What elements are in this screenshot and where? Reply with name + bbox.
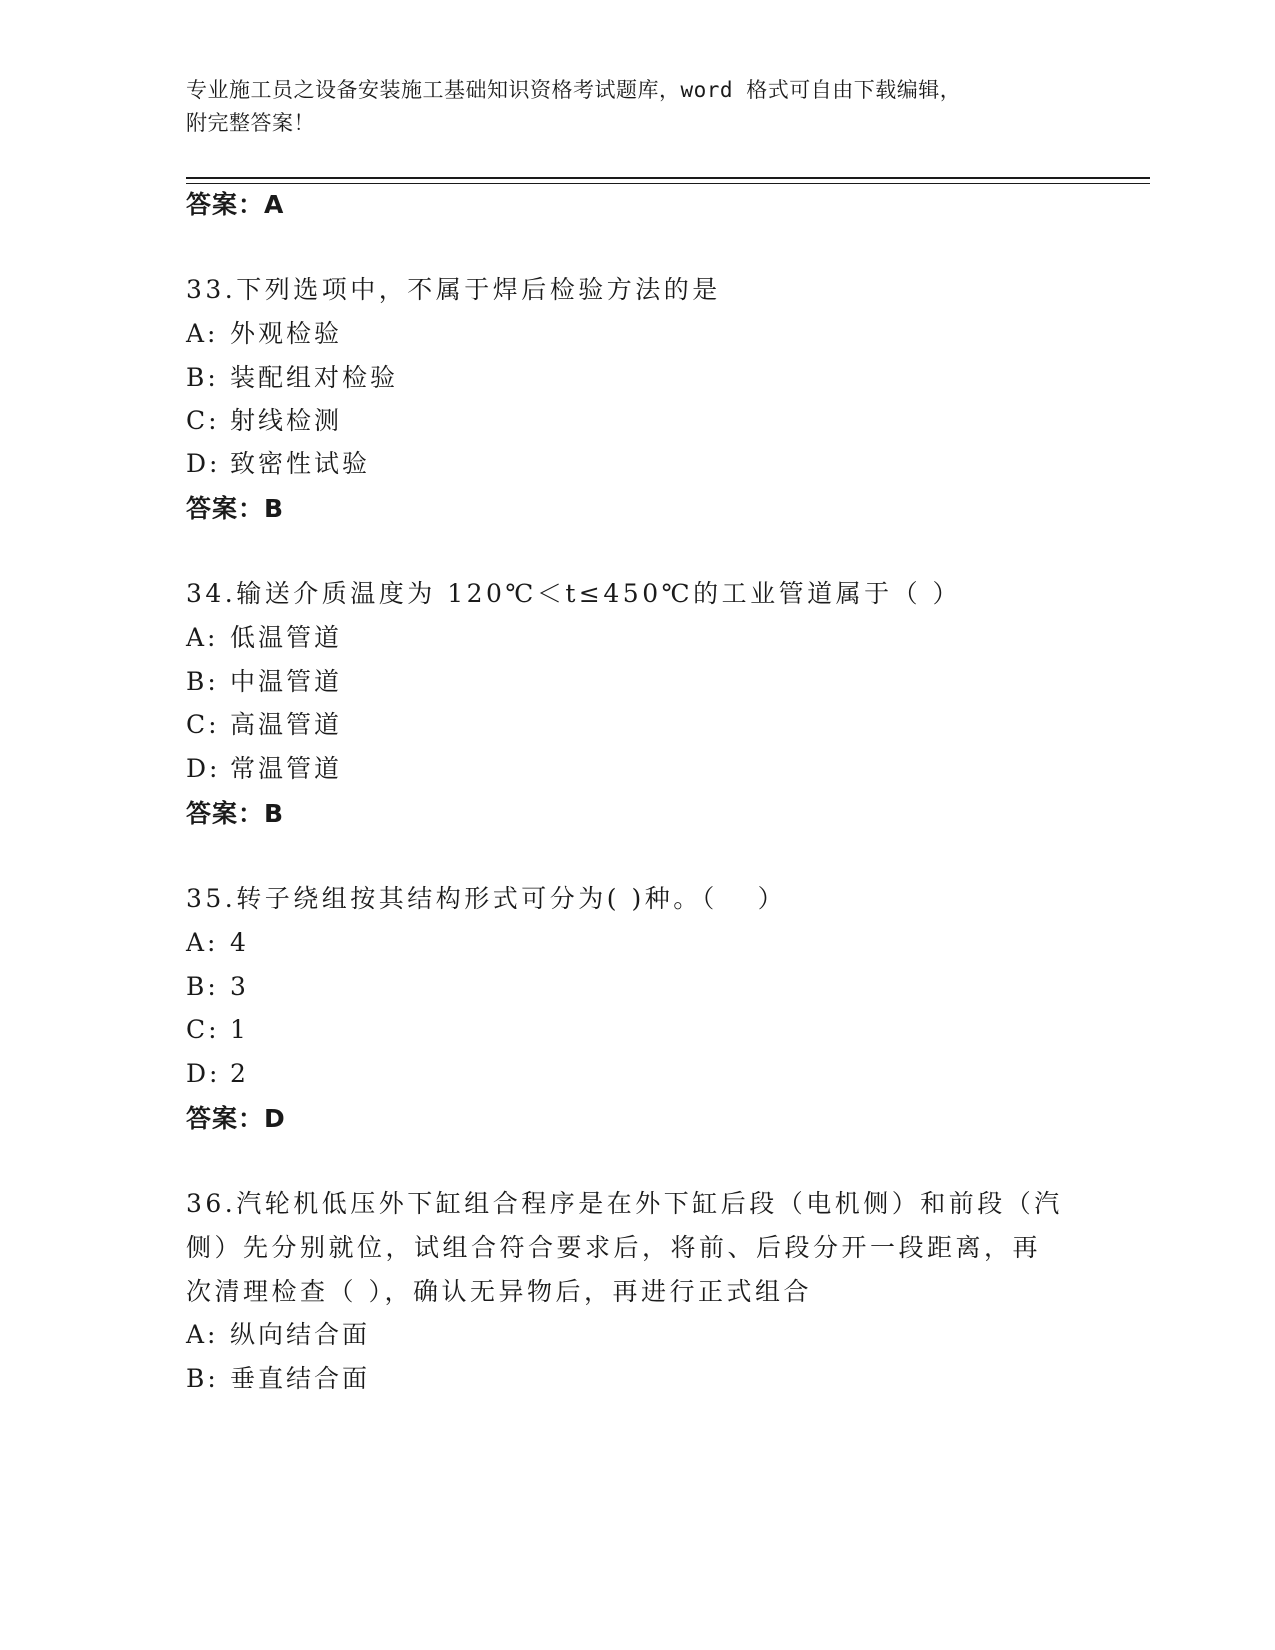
question-33-option-a xyxy=(186,319,342,349)
question-33-option-d xyxy=(186,449,370,479)
option-text: 低温管道 xyxy=(230,623,343,652)
question-33-stem: 33.下列选项中，不属于焊后检验方法的是 xyxy=(186,275,721,304)
question-35-option-b xyxy=(186,972,249,1002)
question-36-option-a xyxy=(186,1320,370,1350)
question-36-option-b xyxy=(186,1364,370,1394)
header-divider-thin xyxy=(186,183,1150,184)
question-36-stem-line-2: 侧）先分别就位，试组合符合要求后，将前、后段分开一段距离，再 xyxy=(186,1233,1042,1262)
question-36-stem-line-3: 次清理检查（ ），确认无异物后，再进行正式组合 xyxy=(186,1277,812,1306)
question-34-option-c xyxy=(186,710,342,740)
option-label: D: xyxy=(186,449,221,478)
question-33-answer: 答案：B xyxy=(186,494,285,523)
answer-previous: 答案：A xyxy=(186,190,285,219)
document-header xyxy=(186,74,1066,140)
option-label: B: xyxy=(186,972,219,1001)
option-label: C: xyxy=(186,710,220,739)
header-line-2: 附完整答案！ xyxy=(186,111,315,135)
option-text: 射线检测 xyxy=(230,406,343,435)
option-text: 纵向结合面 xyxy=(230,1320,371,1349)
option-text: 高温管道 xyxy=(230,710,343,739)
question-33-option-c xyxy=(186,406,342,436)
question-35-answer: 答案：D xyxy=(186,1104,286,1133)
header-line-1: 专业施工员之设备安装施工基础知识资格考试题库，word 格式可自由下载编辑， xyxy=(186,78,962,102)
option-label: A: xyxy=(186,319,219,348)
question-35-option-a xyxy=(186,928,249,958)
question-35-stem: 35.转子绕组按其结构形式可分为( )种。（ ） xyxy=(186,884,787,913)
option-label: A: xyxy=(186,623,219,652)
option-label: D: xyxy=(186,754,221,783)
option-text: 1 xyxy=(230,1015,249,1044)
question-34-option-d xyxy=(186,754,342,784)
header-divider-thick xyxy=(186,177,1150,179)
question-36-stem-line-1: 36.汽轮机低压外下缸组合程序是在外下缸后段（电机侧）和前段（汽 xyxy=(186,1189,1063,1218)
question-35-option-d xyxy=(186,1059,249,1089)
option-label: B: xyxy=(186,667,219,696)
option-text: 中温管道 xyxy=(230,667,343,696)
option-text: 外观检验 xyxy=(230,319,343,348)
option-text: 垂直结合面 xyxy=(230,1364,371,1393)
question-35-option-c xyxy=(186,1015,249,1045)
question-33-option-b xyxy=(186,363,398,393)
option-label: C: xyxy=(186,406,220,435)
option-label: B: xyxy=(186,1364,219,1393)
option-text: 3 xyxy=(230,972,249,1001)
option-text: 4 xyxy=(230,928,249,957)
option-label: C: xyxy=(186,1015,220,1044)
option-label: A: xyxy=(186,1320,219,1349)
question-34-option-a xyxy=(186,623,342,653)
option-text: 2 xyxy=(230,1059,249,1088)
question-34-answer: 答案：B xyxy=(186,799,285,828)
option-text: 常温管道 xyxy=(230,754,343,783)
option-label: D: xyxy=(186,1059,221,1088)
option-text: 装配组对检验 xyxy=(230,363,399,392)
question-34-option-b xyxy=(186,667,342,697)
question-34-stem: 34.输送介质温度为 120℃＜t≤450℃的工业管道属于（ ） xyxy=(186,579,962,608)
option-label: B: xyxy=(186,363,219,392)
option-text: 致密性试验 xyxy=(230,449,371,478)
option-label: A: xyxy=(186,928,219,957)
